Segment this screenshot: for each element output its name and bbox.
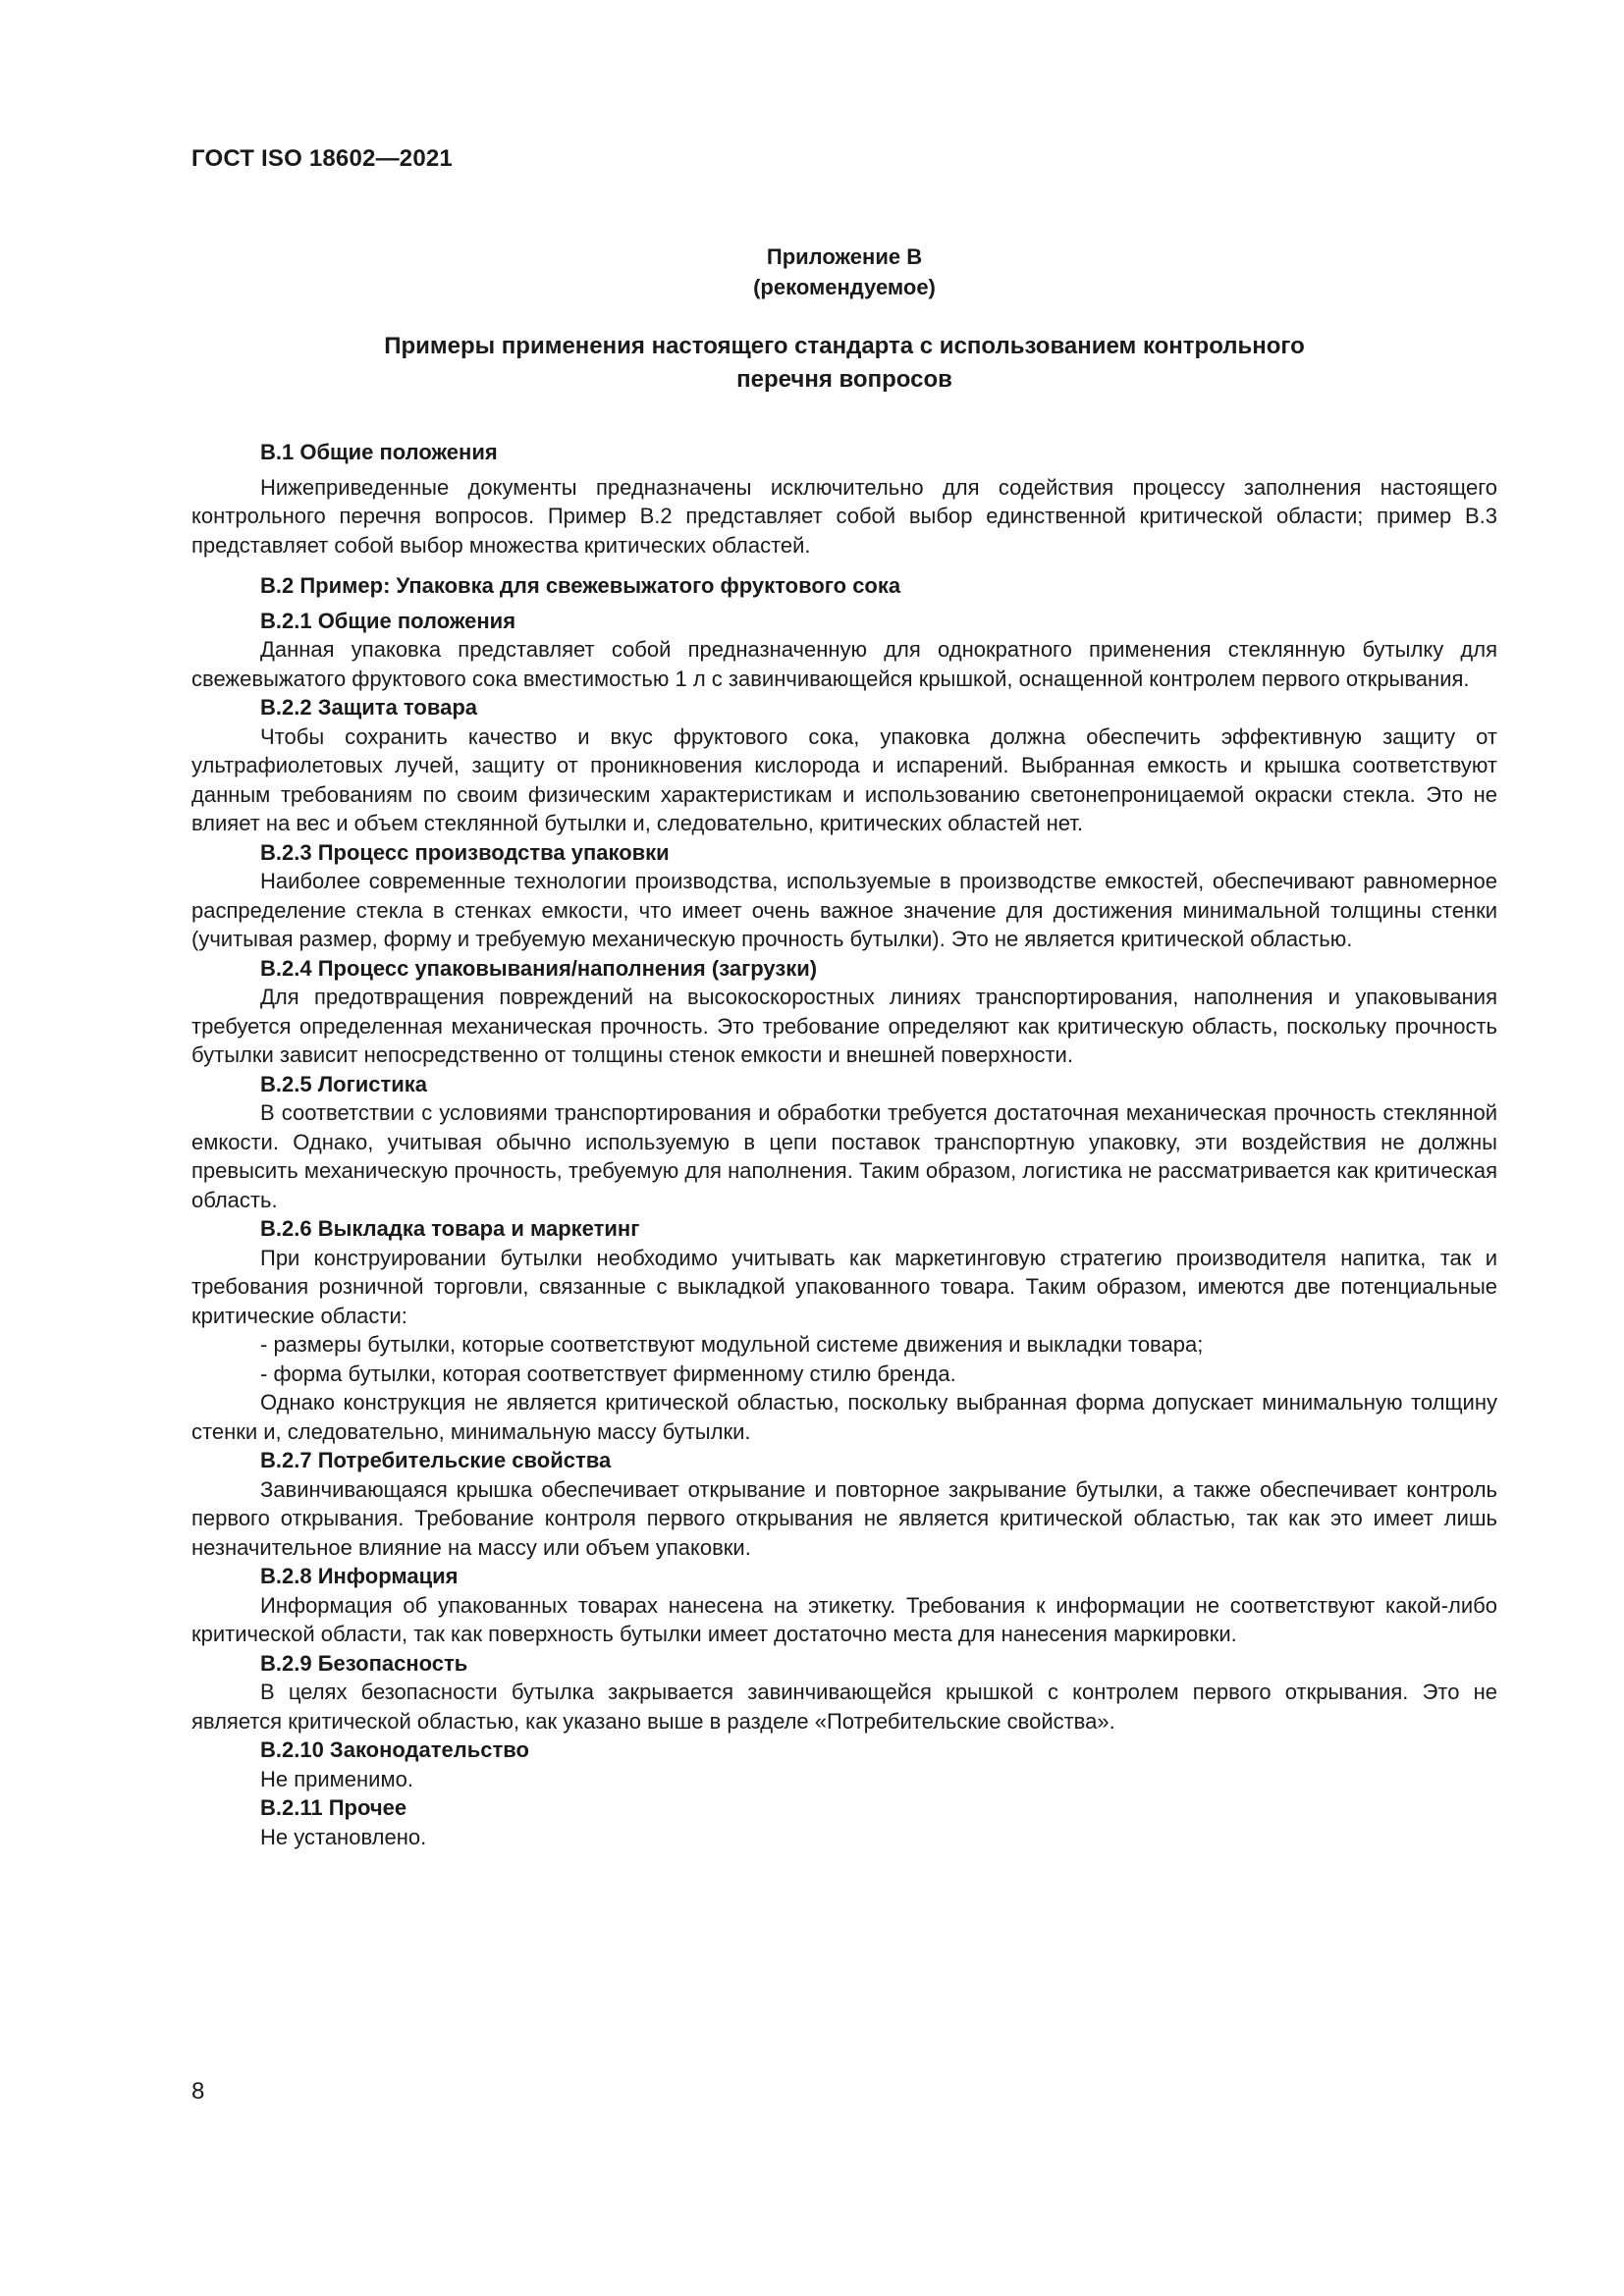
document-code: ГОСТ ISO 18602—2021 <box>191 145 453 172</box>
list-item: - размеры бутылки, которые соответствуют модульной системе движения и выкладки товара; <box>260 1332 1204 1357</box>
section-b2-2-heading: В.2.2 Защита товара <box>260 695 477 720</box>
appendix-header <box>191 241 1497 302</box>
section-b2-8-heading: В.2.8 Информация <box>260 1564 459 1588</box>
section-b2-6-text-2: Однако конструкция не является критической областью, поскольку выбранная форма допускает минимальную толщину стенки и, следовательно, минимальную массу бутылки. <box>191 1390 1497 1444</box>
appendix-title-line-2: перечня вопросов <box>736 366 952 393</box>
section-b2-4-heading: В.2.4 Процесс упаковывания/наполнения (загрузки) <box>260 955 818 981</box>
section-b2-11-text: Не установлено. <box>260 1824 427 1849</box>
section-b2-4-text: Для предотвращения повреждений на высокоскоростных линиях транспортирования, наполнения и упаковывания требуется определенная механическая прочность. Это требование определяют как критическую область, поскольку прочность бутылки зависит непосредственно от толщины стенок емкости и внешней поверхности. <box>191 985 1497 1067</box>
page-number: 8 <box>191 2078 205 2105</box>
section-b2-7-text: Завинчивающаяся крышка обеспечивает открывание и повторное закрывание бутылки, а также обеспечивает контроль первого открывания. Требование контроля первого открывания не является критической областью, так как это имеет лишь незначительное влияние на массу или объем упаковки. <box>191 1476 1497 1560</box>
section-b2-3-text: Наиболее современные технологии производства, используемые в производстве емкостей, обеспечивают равномерное распределение стекла в стенках емкости, что имеет очень важное значение для достижения минимальной толщины стенки (учитывая размер, форму и требуемую механическую прочность бутылки). Это не является критической областью. <box>191 869 1497 951</box>
section-b2-9-heading: В.2.9 Безопасность <box>260 1650 468 1676</box>
section-b2-6-heading: В.2.6 Выкладка товара и маркетинг <box>260 1216 640 1241</box>
list-item: - форма бутылки, которая соответствует фирменному стилю бренда. <box>260 1361 956 1386</box>
appendix-title-line-1: Примеры применения настоящего стандарта с использованием контрольного <box>384 333 1305 359</box>
section-b2-9-text: В целях безопасности бутылка закрывается завинчивающейся крышкой с контролем первого открывания. Это не является критической областью, как указано выше в разделе «Потребительские свойства». <box>191 1680 1497 1734</box>
section-b2-1-text: Данная упаковка представляет собой предназначенную для однократного применения стеклянную бутылку для свежевыжатого фруктового сока вместимостью 1 л с завинчивающейся крышкой, оснащенной контролем первого открывания. <box>191 637 1497 691</box>
section-b2-2-text: Чтобы сохранить качество и вкус фруктового сока, упаковка должна обеспечить эффективную защиту от ультрафиолетовых лучей, защиту от проникновения кислорода и испарений. Выбранная емкость и крышка соответствуют данным требованиям по своим физическим характеристикам и использованию светонепроницаемой окраски стекла. Это не влияет на вес и объем стеклянной бутылки и, следовательно, критических областей нет. <box>191 723 1497 835</box>
section-b1-heading: В.1 Общие положения <box>260 440 498 464</box>
section-b2-6-text: При конструировании бутылки необходимо учитывать как маркетинговую стратегию производителя напитка, так и требования розничной торговли, связанные с выкладкой упакованного товара. Таким образом, имеются две потенциальные критические области: <box>191 1245 1497 1328</box>
section-b2-10-heading: В.2.10 Законодательство <box>260 1737 529 1762</box>
section-b1-text: Нижеприведенные документы предназначены исключительно для содействия процессу заполнения настоящего контрольного перечня вопросов. Пример В.2 представляет собой выбор единственной критической области; пример В.3 представляет собой выбор множества критических областей. <box>191 474 1497 558</box>
section-b2-5-heading: В.2.5 Логистика <box>260 1071 428 1096</box>
appendix-status: (рекомендуемое) <box>753 275 936 299</box>
section-b2-8-text: Информация об упакованных товарах нанесена на этикетку. Требования к информации не соответствуют какой-либо критической области, так как поверхность бутылки имеет достаточно места для нанесения маркировки. <box>191 1592 1497 1646</box>
appendix-label: Приложение В <box>766 244 923 269</box>
section-b2-5-text: В соответствии с условиями транспортирования и обработки требуется достаточная механическая прочность стеклянной емкости. Однако, учитывая обычно используемую в цепи поставок транспортную упаковку, эти воздействия не должны превысить механическую прочность, требуемую для наполнения. Таким образом, логистика не рассматривается как критическая область. <box>191 1100 1497 1212</box>
section-b2-11-heading: В.2.11 Прочее <box>260 1795 407 1820</box>
section-b2-heading: В.2 Пример: Упаковка для свежевыжатого фруктового сока <box>260 573 901 598</box>
section-b2-10-text: Не применимо. <box>260 1766 413 1791</box>
section-b2-3-heading: В.2.3 Процесс производства упаковки <box>260 839 670 865</box>
section-b2-7-heading: В.2.7 Потребительские свойства <box>260 1448 612 1472</box>
section-b2-1-heading: В.2.1 Общие положения <box>260 608 516 633</box>
appendix-title <box>191 330 1497 397</box>
